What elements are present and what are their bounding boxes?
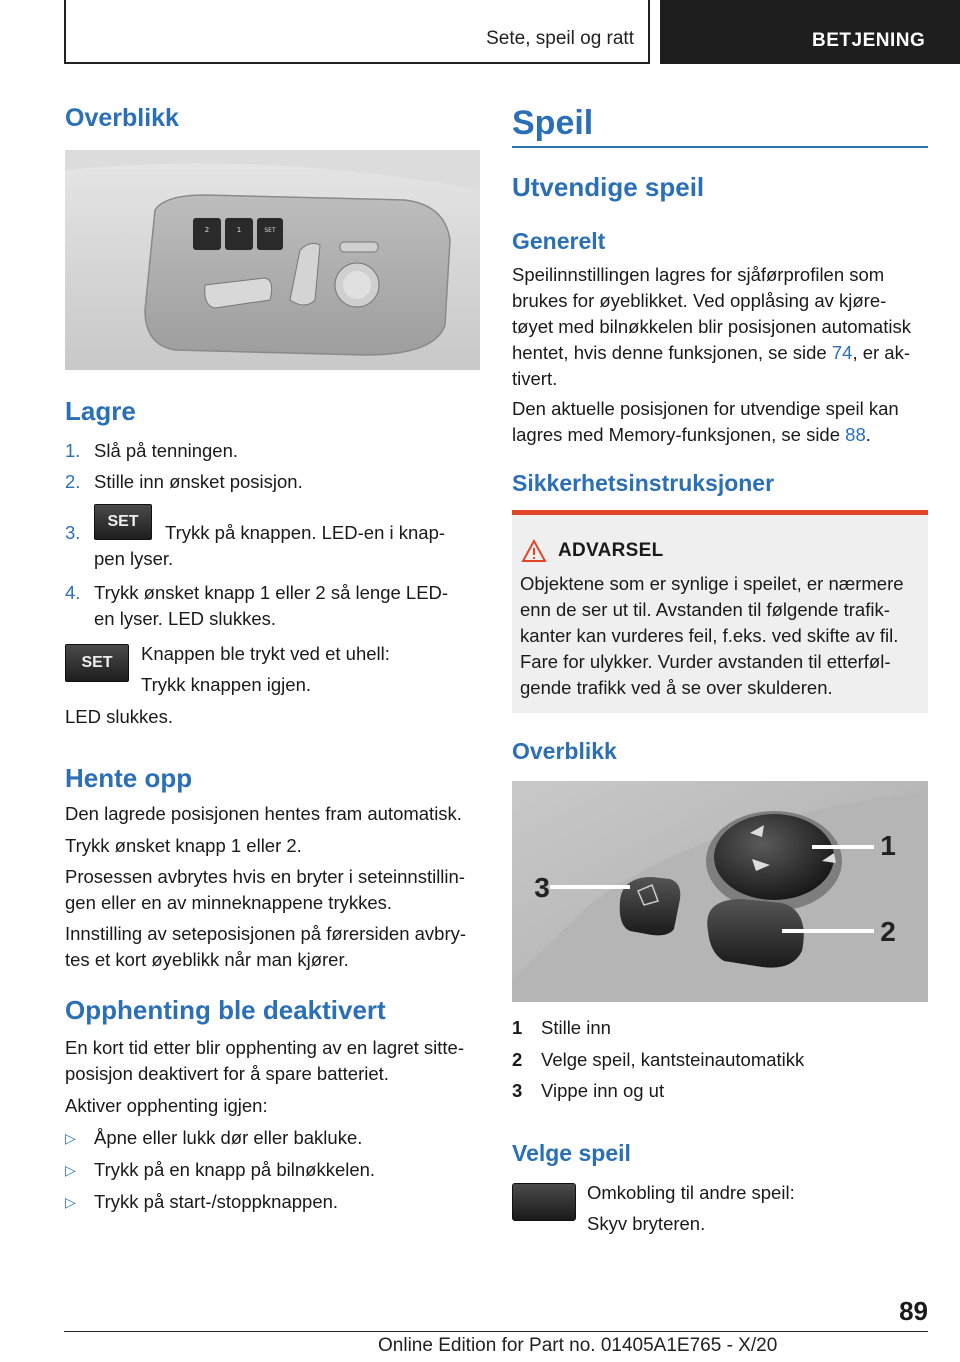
page-number: 89 bbox=[899, 1296, 928, 1326]
hente-p1: Den lagrede posisjonen hentes fram automatisk. bbox=[65, 803, 462, 824]
hente-p3-line1: Prosessen avbrytes hvis en bryter i seteinnstillin- bbox=[65, 866, 465, 887]
deaktivert-heading: Opphenting ble deaktivert bbox=[65, 995, 386, 1025]
footer-rule bbox=[64, 1331, 928, 1332]
set-button-icon-note: SET bbox=[65, 644, 129, 682]
step-number: 3. bbox=[65, 522, 81, 543]
warning-triangle-icon bbox=[521, 539, 547, 563]
deaktivert-p2: Aktiver opphenting igjen: bbox=[65, 1095, 268, 1116]
header-chapter-title: BETJENING bbox=[812, 30, 926, 51]
callout-2: 2 bbox=[880, 916, 896, 947]
bullet-triangle-icon: ▷ bbox=[65, 1194, 76, 1210]
overview-heading-left: Overblikk bbox=[65, 104, 179, 132]
step-number: 4. bbox=[65, 582, 81, 603]
callout-3: 3 bbox=[534, 872, 550, 903]
hente-p4-line1: Innstilling av seteposisjonen på førersiden avbry- bbox=[65, 923, 467, 944]
header-chapter-tab bbox=[660, 0, 960, 64]
lagre-note-3: LED slukkes. bbox=[65, 706, 173, 727]
deaktivert-p1-line2: posisjon deaktivert for å spare batteriet. bbox=[65, 1063, 389, 1084]
generelt-line5: tivert. bbox=[512, 368, 558, 389]
generelt-line3: tøyet med bilnøkkelen blir posisjonen automatisk bbox=[512, 316, 911, 337]
mirror-photo-illustration bbox=[512, 781, 928, 1002]
header-section-title: Sete, speil og ratt bbox=[486, 28, 634, 49]
callout-1: 1 bbox=[880, 830, 896, 861]
warning-line3: kanter kan vurderes feil, f.eks. ved skifte av fil. bbox=[520, 625, 899, 646]
hente-heading: Hente opp bbox=[65, 763, 193, 793]
step-number: 2. bbox=[65, 471, 81, 492]
overview-heading-right: Overblikk bbox=[512, 738, 617, 764]
seat-button-1-label: 1 bbox=[236, 226, 242, 234]
hente-p3-line2: gen eller en av minneknappene trykkes. bbox=[65, 892, 393, 913]
step-text-line2: pen lyser. bbox=[94, 548, 174, 569]
page-header bbox=[0, 0, 960, 66]
header-section-box bbox=[64, 0, 650, 64]
seat-memory-buttons-photo bbox=[65, 150, 480, 370]
mirror-select-switch-icon bbox=[512, 1183, 576, 1221]
step-text-line2: en lyser. LED slukkes. bbox=[94, 608, 276, 629]
seat-button-2-label: 2 bbox=[204, 226, 210, 234]
bullet-triangle-icon: ▷ bbox=[65, 1130, 76, 1146]
warning-title: ADVARSEL bbox=[558, 540, 664, 561]
step-text: Slå på tenningen. bbox=[94, 440, 239, 461]
set-button-icon: SET bbox=[94, 504, 152, 540]
warning-line4: Fare for ulykker. Vurder avstanden til etterføl- bbox=[520, 651, 891, 672]
generelt-line2: brukes for øyeblikket. Ved opplåsing av kjøre- bbox=[512, 290, 887, 311]
hente-p2: Trykk ønsket knapp 1 eller 2. bbox=[65, 835, 302, 856]
lagre-note-1: Knappen ble trykt ved et uhell: bbox=[141, 643, 390, 664]
speil-heading: Speil bbox=[512, 104, 594, 142]
velge-line1: Omkobling til andre speil: bbox=[587, 1182, 795, 1203]
lagre-heading: Lagre bbox=[65, 396, 136, 426]
warning-line5: gende trafikk ved å se over skulderen. bbox=[520, 677, 833, 698]
page-link-88[interactable]: 88 bbox=[845, 424, 866, 445]
bullet-triangle-icon: ▷ bbox=[65, 1162, 76, 1178]
page-link-74[interactable]: 74 bbox=[831, 342, 853, 363]
step-number: 1. bbox=[65, 440, 81, 461]
warning-line1: Objektene som er synlige i speilet, er nærmere bbox=[520, 573, 904, 594]
step-text: Stille inn ønsket posisjon. bbox=[94, 471, 303, 492]
speil-heading-rule bbox=[512, 146, 928, 148]
warning-line2: enn de ser ut til. Avstanden til følgende trafik- bbox=[520, 599, 890, 620]
step-text-line1: Trykk ønsket knapp 1 eller 2 så lenge LED- bbox=[94, 582, 449, 603]
deaktivert-p1-line1: En kort tid etter blir opphenting av en lagret sitte- bbox=[65, 1037, 464, 1058]
generelt-memory-line1: Den aktuelle posisjonen for utvendige speil kan bbox=[512, 398, 899, 419]
generelt-line1: Speilinnstillingen lagres for sjåførprofilen som bbox=[512, 264, 885, 285]
generelt-heading: Generelt bbox=[512, 228, 606, 254]
utvendige-speil-heading: Utvendige speil bbox=[512, 172, 705, 202]
hente-p4-line2: tes et kort øyeblikk når man kjører. bbox=[65, 949, 349, 970]
velge-line2: Skyv bryteren. bbox=[587, 1213, 706, 1234]
seat-button-set-label: SET bbox=[264, 227, 276, 234]
generelt-line4: hentet, hvis denne funksjonen, se side 74, er ak- bbox=[512, 342, 911, 363]
seat-photo-illustration bbox=[65, 150, 480, 370]
lagre-note-2: Trykk knappen igjen. bbox=[141, 674, 312, 695]
sikkerhet-heading: Sikkerhetsinstruksjoner bbox=[512, 470, 775, 496]
warning-box bbox=[512, 510, 928, 713]
mirror-switch-photo bbox=[512, 781, 928, 1002]
velge-speil-heading: Velge speil bbox=[512, 1140, 631, 1166]
step-text-line1: Trykk på knappen. LED-en i knap- bbox=[165, 522, 446, 543]
generelt-memory-line2: lagres med Memory-funksjonen, se side 88. bbox=[512, 424, 871, 445]
footer-edition: Online Edition for Part no. 01405A1E765 - X/20 bbox=[378, 1335, 778, 1356]
